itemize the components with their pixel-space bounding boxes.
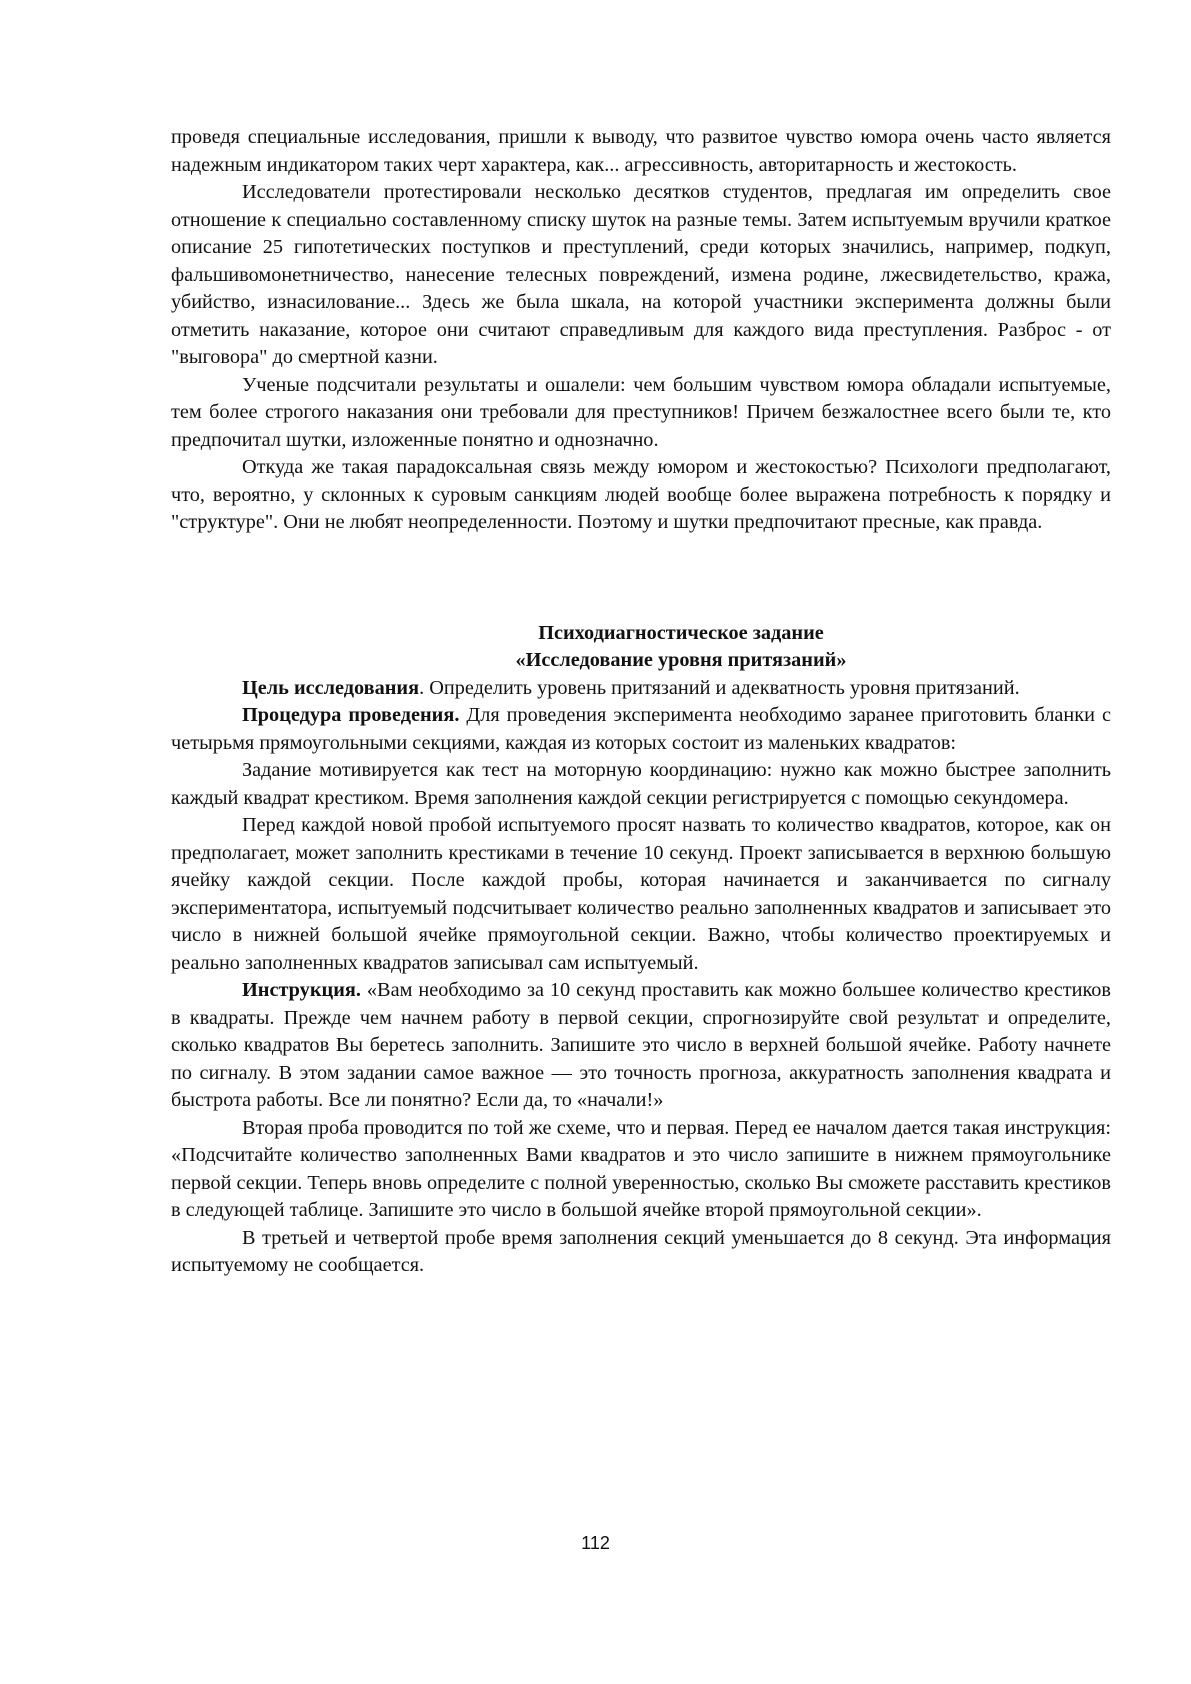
page-number: 112: [581, 1533, 610, 1553]
document-page: [171, 124, 1111, 1280]
paragraph-goal: [171, 675, 1111, 703]
goal-text: . Определить уровень притязаний и адекватность уровня притязаний.: [419, 676, 1020, 699]
procedure-label: Процедура проведения.: [242, 704, 460, 726]
paragraph-before-trial: Перед каждой новой пробой испытуемого просят назвать то количество квадратов, которое, как он предполагает, может заполнить крестиками в течение 10 секунд. Проект записывается в верхнюю большую ячейку каждой секции. После каждой пробы, которая начинается и заканчивается по сигналу экспериментатора, испытуемый подсчитывает количество реально заполненных квадратов и записывает это число в нижней большой ячейке прямоугольной секции. Важно, чтобы количество проектируемых и реально заполненных квадратов записывал сам испытуемый.: [171, 814, 1111, 974]
paragraph-motivation: Задание мотивируется как тест на моторную координацию: нужно как можно быстрее заполнить каждый квадрат крестиком. Время заполнения каждой секции регистрируется с помощью секундомера.: [171, 759, 1111, 809]
procedure-text: Для проведения эксперимента необходимо заранее приготовить бланки с четырьмя прямоугольными секциями, каждая из которых состоит из маленьких квадратов:: [171, 704, 1111, 754]
paragraph-study-description: Исследователи протестировали несколько десятков студентов, предлагая им определить свое отношение к специально составленному списку шуток на разные темы. Затем испытуемым вручили краткое описание 25 гипотетических поступков и преступлений, среди которых значились, например, подкуп, фальшивомонетничество, нанесение телесных повреждений, измена родине, лжесвидетельство, кража, убийство, изнасилование... Здесь же была шкала, на которой участники эксперимента должны были отметить наказание, которое они считают справедливым для каждого вида преступления. Разброс - от "выговора" до смертной казни.: [171, 181, 1111, 368]
paragraph-instruction: [171, 977, 1111, 1115]
paragraph-second-trial: Вторая проба проводится по той же схеме, что и первая. Перед ее началом дается такая инструкция: «Подсчитайте количество заполненных Вами квадратов и это число запишите в нижнем прямоугольнике первой секции. Теперь вновь определите с полной уверенностью, сколько Вы сможете расставить крестиков в следующей таблице. Запишите это число в большой ячейке второй прямоугольной секции».: [171, 1116, 1111, 1221]
instruction-text: «Вам необходимо за 10 секунд проставить как можно большее количество крестиков в квадраты. Прежде чем начнем работу в первой секции, спрогнозируйте свой результат и определите, сколько квадратов Вы беретесь заполнить. Запишите это число в верхней большой ячейке. Работу начнете по сигналу. В этом задании самое важное — это точность прогноза, аккуратность заполнения квадрата и быстрота работы. Все ли понятно? Если да, то «начали!»: [171, 979, 1111, 1111]
instruction-label: Инструкция.: [242, 979, 361, 1001]
section-heading-line1: Психодиагностическое задание: [538, 621, 824, 644]
section-spacer: [171, 537, 1111, 620]
section-heading-line2: «Исследование уровня притязаний»: [515, 649, 847, 671]
paragraph-procedure: [171, 702, 1111, 757]
paragraph-third-fourth-trial: В третьей и четвертой пробе время заполнения секций уменьшается до 8 секунд. Эта информация испытуемому не сообщается.: [171, 1226, 1111, 1276]
paragraph-explanation: Откуда же такая парадоксальная связь между юмором и жестокостью? Психологи предполагают, что, вероятно, у склонных к суровым санкциям людей вообще более выражена потребность к порядку и "структуре". Они не любят неопределенности. Поэтому и шутки предпочитают пресные, как правда.: [171, 456, 1111, 533]
paragraph-results: Ученые подсчитали результаты и ошалели: чем большим чувством юмора обладали испытуемые, тем более строгого наказания они требовали для преступников! Причем безжалостнее всего были те, кто предпочитал шутки, изложенные понятно и однозначно.: [171, 373, 1111, 451]
paragraph-continuation: проведя специальные исследования, пришли к выводу, что развитое чувство юмора очень часто является надежным индикатором таких черт характера, как... агрессивность, авторитарность и жестокость.: [171, 126, 1111, 176]
goal-label: Цель исследования: [242, 676, 420, 699]
